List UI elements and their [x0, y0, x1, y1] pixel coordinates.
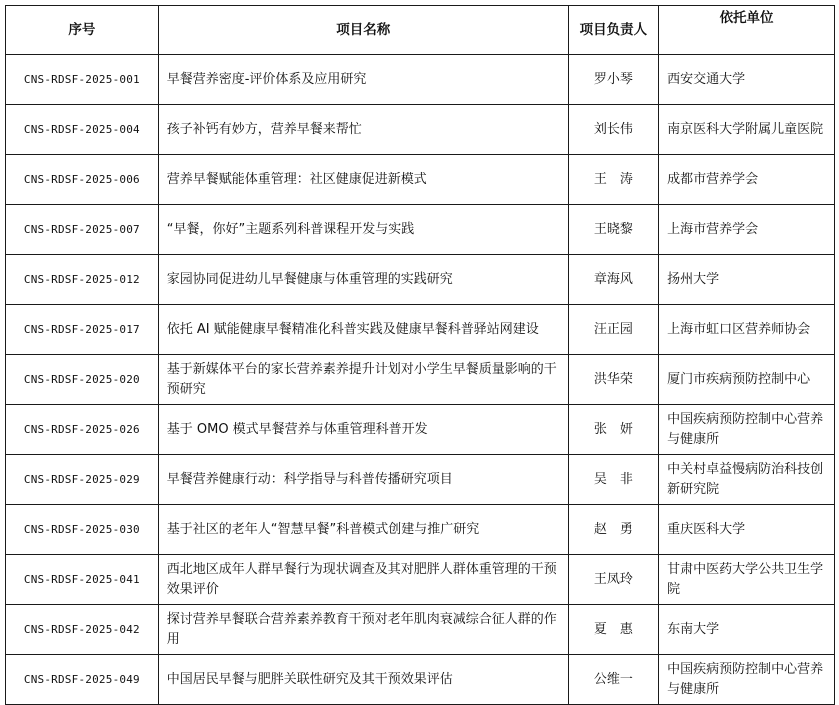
unit-cell: 重庆医科大学 — [659, 505, 835, 555]
table-row — [6, 355, 835, 405]
table-row — [6, 305, 835, 355]
table-row — [6, 605, 835, 655]
table-row — [6, 455, 835, 505]
project-table — [5, 5, 835, 705]
code-cell: CNS-RDSF-2025-041 — [6, 555, 159, 605]
leader-cell: 夏 惠 — [568, 605, 658, 655]
code-cell: CNS-RDSF-2025-026 — [6, 405, 159, 455]
header-unit: 依托单位 — [659, 6, 835, 55]
unit-cell: 中关村卓益慢病防治科技创新研究院 — [659, 455, 835, 505]
unit-cell: 西安交通大学 — [659, 55, 835, 105]
table-row — [6, 505, 835, 555]
leader-cell: 吴 非 — [568, 455, 658, 505]
table-row — [6, 555, 835, 605]
table-row — [6, 55, 835, 105]
code-cell: CNS-RDSF-2025-020 — [6, 355, 159, 405]
code-cell: CNS-RDSF-2025-012 — [6, 255, 159, 305]
header-row — [6, 6, 835, 55]
project-name-cell: 基于 OMO 模式早餐营养与体重管理科普开发 — [158, 405, 568, 455]
leader-cell: 罗小琴 — [568, 55, 658, 105]
table-row — [6, 105, 835, 155]
table-row — [6, 205, 835, 255]
unit-cell: 中国疾病预防控制中心营养与健康所 — [659, 655, 835, 705]
project-name-cell: 基于新媒体平台的家长营养素养提升计划对小学生早餐质量影响的干预研究 — [158, 355, 568, 405]
unit-cell: 扬州大学 — [659, 255, 835, 305]
leader-cell: 刘长伟 — [568, 105, 658, 155]
unit-cell: 甘肃中医药大学公共卫生学院 — [659, 555, 835, 605]
unit-cell: 南京医科大学附属儿童医院 — [659, 105, 835, 155]
code-cell: CNS-RDSF-2025-007 — [6, 205, 159, 255]
project-name-cell: 孩子补钙有妙方，营养早餐来帮忙 — [158, 105, 568, 155]
leader-cell: 王晓黎 — [568, 205, 658, 255]
header-code: 序号 — [6, 6, 159, 55]
unit-cell: 中国疾病预防控制中心营养与健康所 — [659, 405, 835, 455]
leader-cell: 洪华荣 — [568, 355, 658, 405]
project-name-cell: 依托 AI 赋能健康早餐精准化科普实践及健康早餐科普驿站网建设 — [158, 305, 568, 355]
unit-cell: 厦门市疾病预防控制中心 — [659, 355, 835, 405]
project-name-cell: 早餐营养密度-评价体系及应用研究 — [158, 55, 568, 105]
project-name-cell: 中国居民早餐与肥胖关联性研究及其干预效果评估 — [158, 655, 568, 705]
project-name-cell: 探讨营养早餐联合营养素养教育干预对老年肌肉衰减综合征人群的作用 — [158, 605, 568, 655]
table-row — [6, 655, 835, 705]
leader-cell: 汪正园 — [568, 305, 658, 355]
leader-cell: 张 妍 — [568, 405, 658, 455]
project-name-cell: 家园协同促进幼儿早餐健康与体重管理的实践研究 — [158, 255, 568, 305]
project-name-cell: 基于社区的老年人“智慧早餐”科普模式创建与推广研究 — [158, 505, 568, 555]
code-cell: CNS-RDSF-2025-049 — [6, 655, 159, 705]
code-cell: CNS-RDSF-2025-004 — [6, 105, 159, 155]
project-name-cell: 营养早餐赋能体重管理：社区健康促进新模式 — [158, 155, 568, 205]
project-name-cell: 西北地区成年人群早餐行为现状调查及其对肥胖人群体重管理的干预效果评价 — [158, 555, 568, 605]
table-row — [6, 405, 835, 455]
code-cell: CNS-RDSF-2025-042 — [6, 605, 159, 655]
code-cell: CNS-RDSF-2025-006 — [6, 155, 159, 205]
code-cell: CNS-RDSF-2025-030 — [6, 505, 159, 555]
leader-cell: 王 涛 — [568, 155, 658, 205]
table-row — [6, 255, 835, 305]
code-cell: CNS-RDSF-2025-001 — [6, 55, 159, 105]
project-name-cell: “早餐，你好”主题系列科普课程开发与实践 — [158, 205, 568, 255]
header-leader: 项目负责人 — [568, 6, 658, 55]
leader-cell: 章海风 — [568, 255, 658, 305]
unit-cell: 成都市营养学会 — [659, 155, 835, 205]
code-cell: CNS-RDSF-2025-029 — [6, 455, 159, 505]
leader-cell: 公维一 — [568, 655, 658, 705]
code-cell: CNS-RDSF-2025-017 — [6, 305, 159, 355]
table-row — [6, 155, 835, 205]
unit-cell: 上海市虹口区营养师协会 — [659, 305, 835, 355]
leader-cell: 赵 勇 — [568, 505, 658, 555]
unit-cell: 东南大学 — [659, 605, 835, 655]
header-project-name: 项目名称 — [158, 6, 568, 55]
unit-cell: 上海市营养学会 — [659, 205, 835, 255]
leader-cell: 王凤玲 — [568, 555, 658, 605]
project-name-cell: 早餐营养健康行动：科学指导与科普传播研究项目 — [158, 455, 568, 505]
